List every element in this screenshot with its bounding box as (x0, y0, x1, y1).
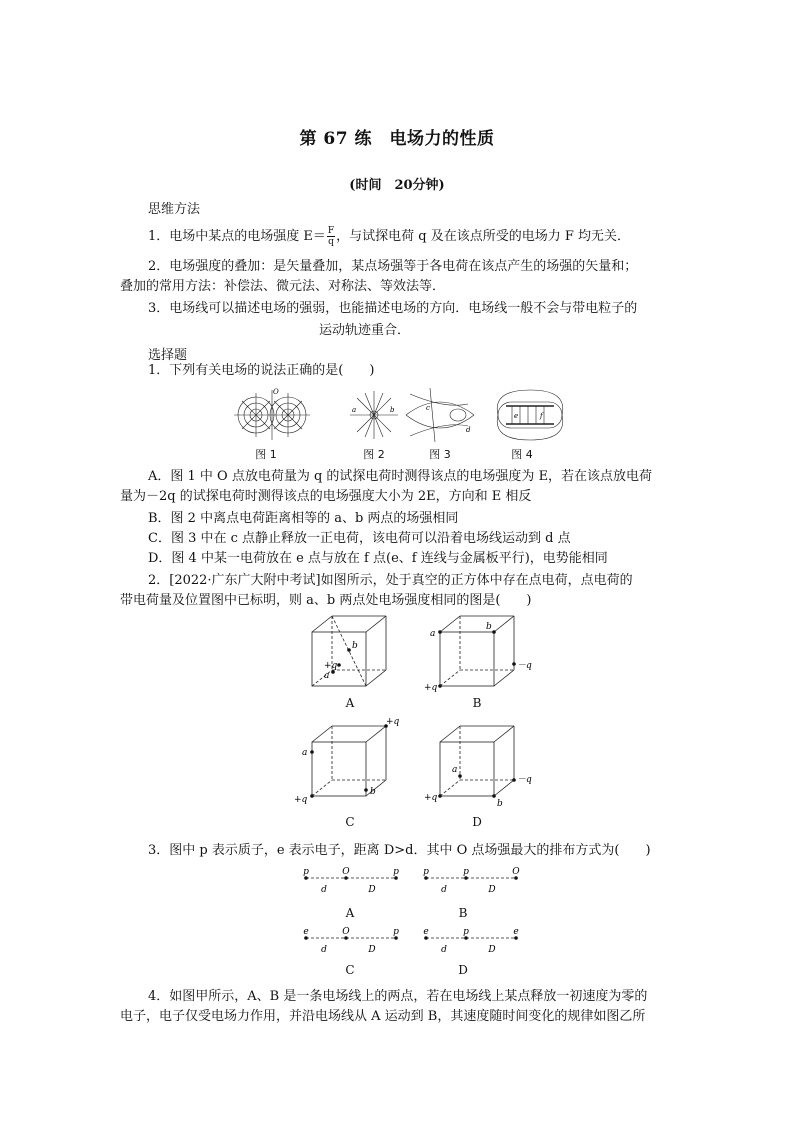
q4-line2: 电子，电子仅受电场力作用，并沿电场线从 A 运动到 B，其速度随时间变化的规律如图乙所 (120, 1009, 646, 1024)
page-title: 第 67 练 电场力的性质 (299, 129, 495, 149)
q1-option-b: B．图 2 中离点电荷距离相等的 a、b 两点的场强相同 (148, 511, 459, 526)
figure-4-metal-plates (497, 390, 563, 440)
cube-a-label-plus-q: +q (324, 661, 338, 671)
q3-option-b: B (458, 906, 468, 920)
q2-cube-figures (294, 610, 532, 810)
q1-option-c: C．图 3 中在 c 点静止释放一正电荷，该电荷可以沿着电场线运动到 d 点 (148, 531, 571, 546)
q3b-right: O (512, 867, 520, 877)
figure-1-dipole (234, 390, 310, 440)
q3a-right: p (393, 867, 399, 877)
fig-caption-4: 图 4 (511, 448, 533, 461)
fig3-label-d: d (466, 426, 471, 434)
page-subtitle: (时间 20分钟) (349, 178, 445, 193)
q3b-dist-d: d (441, 885, 447, 895)
cube-b-label-plus-q: +q (424, 683, 438, 693)
fraction-f-over-q (327, 226, 335, 247)
cube-b (440, 616, 514, 686)
cube-c-label-b: b (370, 787, 376, 797)
q1-option-d: D．图 4 中某一电荷放在 e 点与放在 f 点(e、f 连线与金属板平行)，电势能相同 (148, 551, 608, 566)
fig3-label-c: c (426, 404, 430, 412)
q1-option-a-line2: 量为－2q 的试探电荷时测得该点的电场强度大小为 2E，方向和 E 相反 (120, 489, 532, 504)
method-item-2-line2: 叠加的常用方法：补偿法、微元法、对称法、等效法等． (120, 279, 446, 294)
cube-a-label-a: a (324, 671, 330, 681)
q3c-dist-D: D (368, 945, 376, 955)
q3-charge-rows (290, 864, 530, 960)
cube-c-label-plus-q: +q (386, 717, 400, 727)
fraction-numerator: F (327, 226, 335, 236)
method-item-1-pre: 1．电场中某点的电场强度 E＝ (148, 229, 326, 244)
cube-b-label-b: b (486, 622, 492, 632)
method-item-3-line2: 运动轨迹重合． (319, 323, 411, 338)
q2-option-c: C (345, 815, 355, 829)
q3d-mid: p (463, 927, 469, 937)
q3d-dist-D: D (488, 945, 496, 955)
cube-c-label-a: a (302, 748, 308, 758)
method-item-1 (148, 226, 630, 247)
q3c-right: p (393, 927, 399, 937)
fig4-label-f: f (540, 412, 543, 420)
q3-option-c: C (345, 963, 355, 977)
cube-d-label-b: b (497, 799, 503, 809)
q3b-dist-D: D (488, 885, 496, 895)
fig-caption-2: 图 2 (363, 448, 385, 461)
q3a-dist-D: D (368, 885, 376, 895)
fig1-label-o: O (273, 388, 279, 396)
cube-b-label-minus-q: －q (517, 661, 532, 671)
q1-option-a-line1: A．图 1 中 O 点放电荷量为 q 的试探电荷时测得该点的电场强度为 E，若在该点放电荷 (148, 469, 653, 484)
q2-option-b: B (472, 696, 482, 710)
q3a-dist-d: d (321, 885, 327, 895)
q1-figures (230, 384, 570, 446)
cube-c (312, 726, 386, 796)
q3a-mid: O (342, 867, 350, 877)
fig-caption-1: 图 1 (255, 448, 277, 461)
q3d-dist-d: d (441, 945, 447, 955)
q4-line1: 4．如图甲所示，A、B 是一条电场线上的两点，若在电场线上某点释放一初速度为零的 (148, 989, 648, 1004)
q3-option-d: D (458, 963, 468, 977)
q2-option-d: D (472, 815, 482, 829)
cube-d-label-a: a (452, 765, 458, 775)
q2-line1: 2．[2022·广东广大附中考试]如图所示，处于真空的正方体中存在点电荷，点电荷的 (148, 573, 633, 588)
fig2-label-a: a (352, 406, 357, 414)
fig-caption-3: 图 3 (429, 448, 451, 461)
method-item-1-post: ，与试探电荷 q 及在该点所受的电场力 F 均无关． (336, 229, 631, 244)
q3a-left: p (303, 867, 309, 877)
cube-d-label-plus-q: +q (424, 793, 438, 803)
q3-stem: 3．图中 p 表示质子，e 表示电子，距离 D>d．其中 O 点场强最大的排布方式为( ) (148, 843, 651, 858)
method-item-3-line1: 3．电场线可以描述电场的强弱，也能描述电场的方向．电场线一般不会与带电粒子的 (148, 301, 638, 316)
q3b-mid: p (463, 867, 469, 877)
choice-heading: 选择题 (148, 348, 188, 363)
cube-d (440, 726, 514, 796)
q3d-right: e (513, 927, 519, 937)
q3c-dist-d: d (321, 945, 327, 955)
q2-line2: 带电荷量及位置图中已标明，则 a、b 两点处电场强度相同的图是( ) (120, 593, 532, 608)
fraction-denominator: q (328, 237, 334, 247)
q3d-left: e (423, 927, 429, 937)
methods-heading: 思维方法 (148, 202, 201, 217)
q3c-mid: O (342, 927, 350, 937)
fig2-label-b: b (390, 406, 395, 414)
q3c-left: e (303, 927, 309, 937)
q1-stem: 1．下列有关电场的说法正确的是( ) (148, 363, 375, 378)
q3-option-a: A (345, 906, 355, 920)
fig4-label-e: e (514, 412, 519, 420)
method-item-2-line1: 2．电场强度的叠加：是矢量叠加，某点场强等于各电荷在该点产生的场强的矢量和； (148, 259, 638, 274)
figure-3-field-lines (406, 388, 474, 442)
cube-b-label-a: a (430, 629, 436, 639)
cube-c-label-plus-q-2: +q (294, 795, 308, 805)
q2-option-a: A (345, 696, 355, 710)
cube-a-label-b: b (352, 641, 358, 651)
cube-d-label-minus-q: －q (517, 775, 532, 785)
figure-2-point-charge (350, 391, 398, 439)
q3b-left: p (423, 867, 429, 877)
